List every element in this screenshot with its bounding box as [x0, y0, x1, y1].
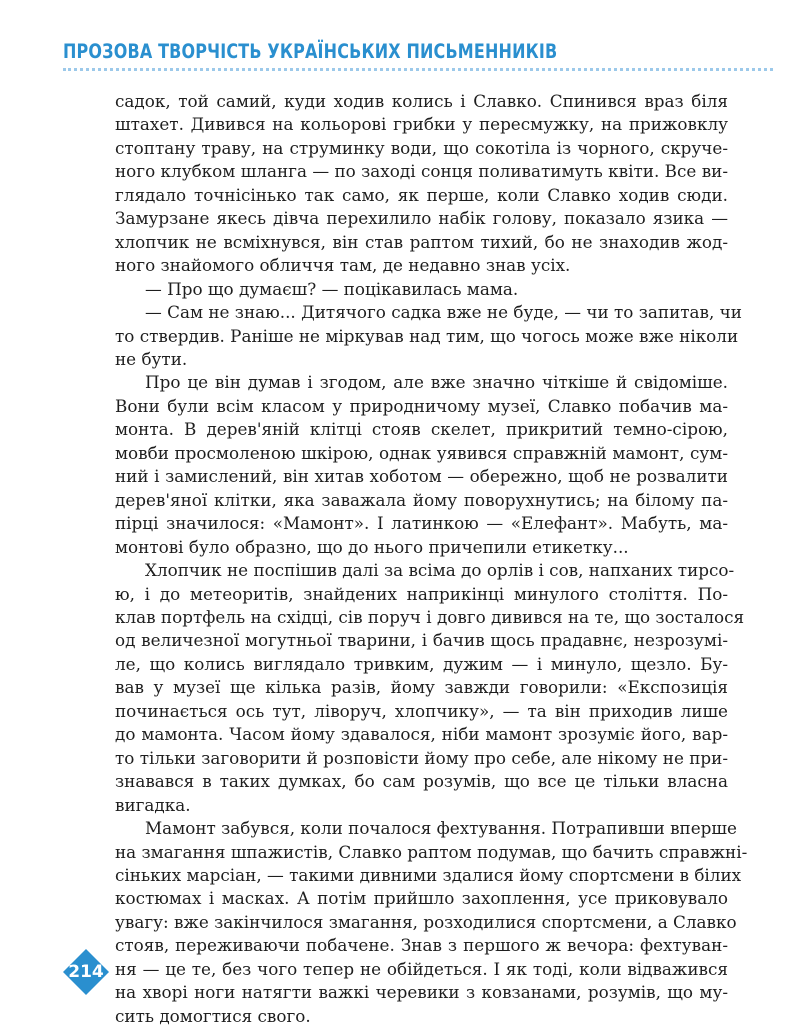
text-line: на змагання шпажистів, Славко раптом подумав, що бачить справжні-	[115, 841, 748, 862]
text-line: Мамонт забувся, коли почалося фехтування. Потрапивши вперше	[145, 818, 737, 839]
text-line: стоптану траву, на струминку води, що сокотіла із чорного, скруче-	[115, 137, 728, 158]
text-line: сіньких марсіан, — такими дивними здалися йому спортсмени в білих	[115, 864, 742, 885]
text-line: ле, що колись виглядало тривким, дужим — і минуло, щезло. Бу-	[115, 653, 728, 674]
text-line: вав у музеї ще кілька разів, йому завжди говорили: «Експозиція	[115, 677, 728, 698]
page-number-badge	[62, 948, 110, 996]
text-line: монта. В дерев'яній клітці стояв скелет, прикритий темно-сірою,	[115, 419, 728, 440]
text-line: — Сам не знаю... Дитячого садка вже не буде, — чи то запитав, чи	[145, 302, 742, 323]
text-line: стояв, переживаючи побачене. Знав з першого ж вечора: фехтуван-	[115, 935, 728, 956]
text-line: Про це він думав і згодом, але вже значно чіткіше й свідоміше.	[145, 372, 728, 393]
text-line: увагу: вже закінчилося змагання, розходилися спортсмени, а Славко	[115, 911, 737, 932]
text-line: то ствердив. Раніше не міркував над тим, що чогось може вже ніколи	[115, 325, 739, 346]
text-line: ня — це те, без чого тепер не обійдеться. І як тоді, коли відважився	[115, 958, 728, 979]
text-line: Вони були всім класом у природничому музеї, Славко побачив ма-	[115, 395, 728, 416]
text-line: ю, і до метеоритів, знайдених наприкінці минулого століття. По-	[115, 583, 728, 604]
text-line: мовби просмоленою шкірою, однак уявився справжній мамонт, сум-	[115, 442, 728, 463]
text-line: пірці значилося: «Мамонт». І латинкою — «Елефант». Мабуть, ма-	[115, 513, 728, 534]
text-line: од величезної могутньої тварини, і бачив щось прадавнє, незрозумі-	[115, 630, 728, 651]
text-line: ний і замислений, він хитав хоботом — обережно, щоб не розвалити	[115, 466, 728, 487]
text-line: клав портфель на східці, сів поруч і довго дивився на те, що зосталося	[115, 606, 745, 627]
text-line: — Про що думаєш? — поцікавилась мама.	[145, 278, 519, 299]
text-line: Замурзане якесь дівча перехилило набік голову, показало язика —	[115, 208, 728, 229]
text-line: глядало точнісінько так само, як перше, коли Славко ходив сюди.	[115, 184, 728, 205]
text-line: садок, той самий, куди ходив колись і Славко. Спинився враз біля	[115, 91, 728, 111]
text-line: штахет. Дивився на кольорові грибки у пересмужку, на прижовклу	[115, 114, 728, 135]
text-line: вигадка.	[115, 794, 191, 815]
text-line: костюмах і масках. А потім прийшло захоплення, усе приковувало	[115, 888, 728, 909]
text-line: дерев'яної клітки, яка заважала йому поворухнутись; на білому па-	[115, 489, 728, 510]
text-line: не бути.	[115, 348, 188, 369]
body-text	[115, 90, 748, 1028]
text-line: Хлопчик не поспішив далі за всіма до орлів і сов, напханих тирсо-	[145, 560, 735, 581]
text-line: сить домогтися свого.	[115, 1005, 311, 1026]
text-line: монтові було образно, що до нього причепили етикетку...	[115, 536, 629, 557]
text-line: знавався в таких думках, бо сам розумів, що все це тільки власна	[115, 771, 728, 792]
header-dotted-rule	[63, 68, 773, 71]
running-header: ПРОЗОВА ТВОРЧІСТЬ УКРАЇНСЬКИХ ПИСЬМЕННИКІВ	[63, 40, 558, 63]
text-line: на хворі ноги натягти важкі черевики з ковзанами, розумів, що му-	[115, 982, 728, 1003]
page-number: 214	[68, 962, 104, 982]
text-line: то тільки заговорити й розповісти йому про себе, але нікому не при-	[115, 747, 728, 768]
text-line: ного знайомого обличчя там, де недавно знав усіх.	[115, 255, 571, 276]
text-line: хлопчик не всміхнувся, він став раптом тихий, бо не знаходив жод-	[115, 231, 728, 252]
text-line: ного клубком шланга — по заході сонця поливатимуть квіти. Все ви-	[115, 161, 728, 182]
text-line: до мамонта. Часом йому здавалося, ніби мамонт зрозуміє його, вар-	[115, 724, 728, 745]
text-line: починається ось тут, ліворуч, хлопчику», — та він приходив лише	[115, 700, 728, 721]
